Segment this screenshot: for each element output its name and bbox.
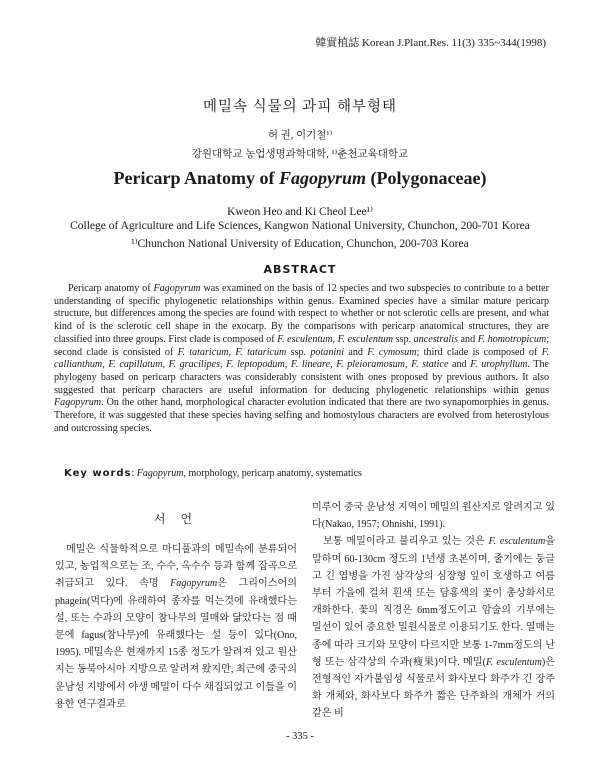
title-prefix: Pericarp Anatomy of bbox=[113, 168, 279, 188]
title-suffix: (Polygonaceae) bbox=[366, 168, 487, 188]
keywords-list: , morphology, pericarp anatomy, systematics bbox=[183, 468, 362, 479]
korean-affiliations: 강원대학교 농업생명과학대학, ¹⁾춘천교육대학교 bbox=[191, 149, 409, 160]
abstract-genus: Fagopyrum bbox=[153, 283, 201, 294]
abstract-paragraph bbox=[54, 283, 549, 435]
species-name: F. tataricum bbox=[235, 346, 287, 358]
species-name: F. esculentum bbox=[488, 536, 546, 548]
intro-text: 은 그리이스어의 phagein(먹다)에 유래하여 종자를 먹는것에 유래했다는 설, 또는 수과의 모양이 참나무의 열매와 닮았다는 점 때문에 fagus(참나무)에 유래했다는 설 등이 있다(Ono, 1995). 메밀속은 현재까지 15종 정도가 알려져 있고 원산지는 동북아시아 지방으로 알려져 왔지만, 최근에 중국의 운남성 지방에서 야생 메밀이 다수 채집되었고 이들을 이용한 연구결과로 bbox=[55, 578, 297, 710]
journal-citation: 韓實植誌 Korean J.Plant.Res. 11(3) 335~344(1998) bbox=[315, 37, 546, 49]
keywords-label: Key words bbox=[64, 468, 132, 479]
title-genus: Fagopyrum bbox=[278, 168, 366, 188]
species-name: Fagopyrum bbox=[54, 397, 102, 409]
intro-text: )은 전형적인 자가불임성 식물로서 화사보다 화주가 긴 장주화 개체와, 화사보다 화주가 짧은 단주화의 개체가 거의 같은 비 bbox=[312, 656, 555, 720]
abstract-text: and bbox=[457, 333, 478, 345]
species-name: F. tataricum bbox=[177, 346, 229, 358]
abstract-text: , bbox=[228, 346, 236, 358]
abstract-text: ssp. bbox=[393, 333, 414, 345]
english-affiliation-2: ¹⁾Chunchon National University of Education, Chunchon, 200-703 Korea bbox=[131, 238, 469, 250]
species-name: potanini bbox=[310, 346, 345, 358]
intro-paragraph bbox=[312, 533, 555, 722]
species-name: F. homotropicum bbox=[477, 333, 547, 345]
abstract-text: ; second clade is consisted of bbox=[54, 333, 549, 358]
intro-text: 메밀은 식물학적으로 마디풀과의 메밀속에 분류되어 있고, 농업적으로는 조, 수수, 옥수수 등과 함께 잡곡으로 취급되고 있다. 속명 bbox=[55, 544, 297, 590]
intro-heading: 서 언 bbox=[153, 512, 199, 526]
abstract-text: ssp. bbox=[286, 346, 311, 358]
intro-text: 을 말하며 60-130cm 정도의 1년생 초본이며, 줄기에는 둥글고 긴 엽병을 가진 삼각상의 심장형 잎이 호생하고 여름부터 가을에 걸쳐 흰색 또는 담홍색의 꽃이 총상화서로 개화한다. 꽃의 직경은 6mm정도이고 암술의 기부에는 밀선이 있어 중요한 밀원식물로 이용되기도 한다. 열매는 종에 따라 크기와 모양이 다르지만 보통 1-7mm정도의 난형 또는 삼각상의 수과(瘦果)이다. 메밀( bbox=[312, 536, 556, 668]
abstract-text: Pericarp anatomy of bbox=[68, 283, 154, 294]
page-number: - 335 - bbox=[286, 731, 314, 742]
abstract-body bbox=[54, 283, 549, 435]
keyword-genus: Fagopyrum bbox=[136, 468, 184, 479]
species-name: F. esculentum bbox=[277, 333, 333, 345]
english-title bbox=[0, 168, 600, 189]
abstract-text: was examined on the basis of 12 species and two subspecies to contribute to a better understanding of specific phylogenetic relationships within genus. Examined species have a similar mature pericarp structure, but differences among the species are found with respect to whether or not sclerotic cells are present, and what kind of is the sclerotic cell shape in the exocarp. By the comparisons with pericarp anatomical structures, they are classified into three groups. First clade is composed of bbox=[54, 283, 549, 345]
species-name: ancestralis bbox=[413, 333, 458, 345]
abstract-text: . The phylogeny based on pericarp characters was considerably consistent with ones proposed by previous authors. It also suggested that pericarp characters are useful information for deducing phylogenetic relationships within genus bbox=[54, 359, 549, 396]
intro-paragraph bbox=[55, 541, 297, 713]
species-name: F. callianthum, F. capillatum, F. gracilipes, F. leptopodum, F. lineare, F. pleioramosum, F. statice bbox=[54, 346, 549, 371]
intro-right-column bbox=[312, 499, 555, 723]
keywords-separator: : bbox=[131, 468, 137, 479]
keywords-line bbox=[64, 468, 554, 479]
korean-title: 메밀속 식물의 과피 해부형태 bbox=[203, 99, 397, 115]
species-name: F. urophyllum bbox=[470, 359, 528, 371]
abstract-heading: ABSTRACT bbox=[263, 263, 337, 276]
intro-genus: Fagopyrum bbox=[170, 578, 218, 590]
intro-left-column bbox=[55, 510, 297, 713]
korean-authors: 허 권, 이기철¹⁾ bbox=[267, 130, 333, 141]
english-authors: Kweon Heo and Ki Cheol Lee¹⁾ bbox=[227, 206, 373, 218]
intro-text: 보통 메밀이라고 불리우고 있는 것은 bbox=[323, 536, 489, 548]
abstract-text: , bbox=[332, 333, 338, 345]
intro-paragraph-continued: 미루어 중국 운남성 지역이 메밀의 원산지로 알려지고 있다(Nakao, 1957; Ohnishi, 1991). bbox=[312, 502, 555, 531]
abstract-text: and bbox=[344, 346, 368, 358]
abstract-text: . On the other hand, morphological character evolution indicated that there are two synapomorphies in genus. Therefore, it was suggested that these species having selfing and homostylous characters are evolved from heterostylous and outcrossing species. bbox=[54, 397, 549, 434]
abstract-text: ; third clade is composed of bbox=[416, 346, 542, 358]
species-name: F. cymosum bbox=[367, 346, 417, 358]
english-affiliation-1: College of Agriculture and Life Sciences, Kangwon National University, Chunchon, 200-701 Korea bbox=[70, 220, 530, 232]
abstract-text: and bbox=[448, 359, 471, 371]
species-name: F. esculentum bbox=[337, 333, 394, 345]
species-name: F. esculentum bbox=[485, 656, 542, 668]
